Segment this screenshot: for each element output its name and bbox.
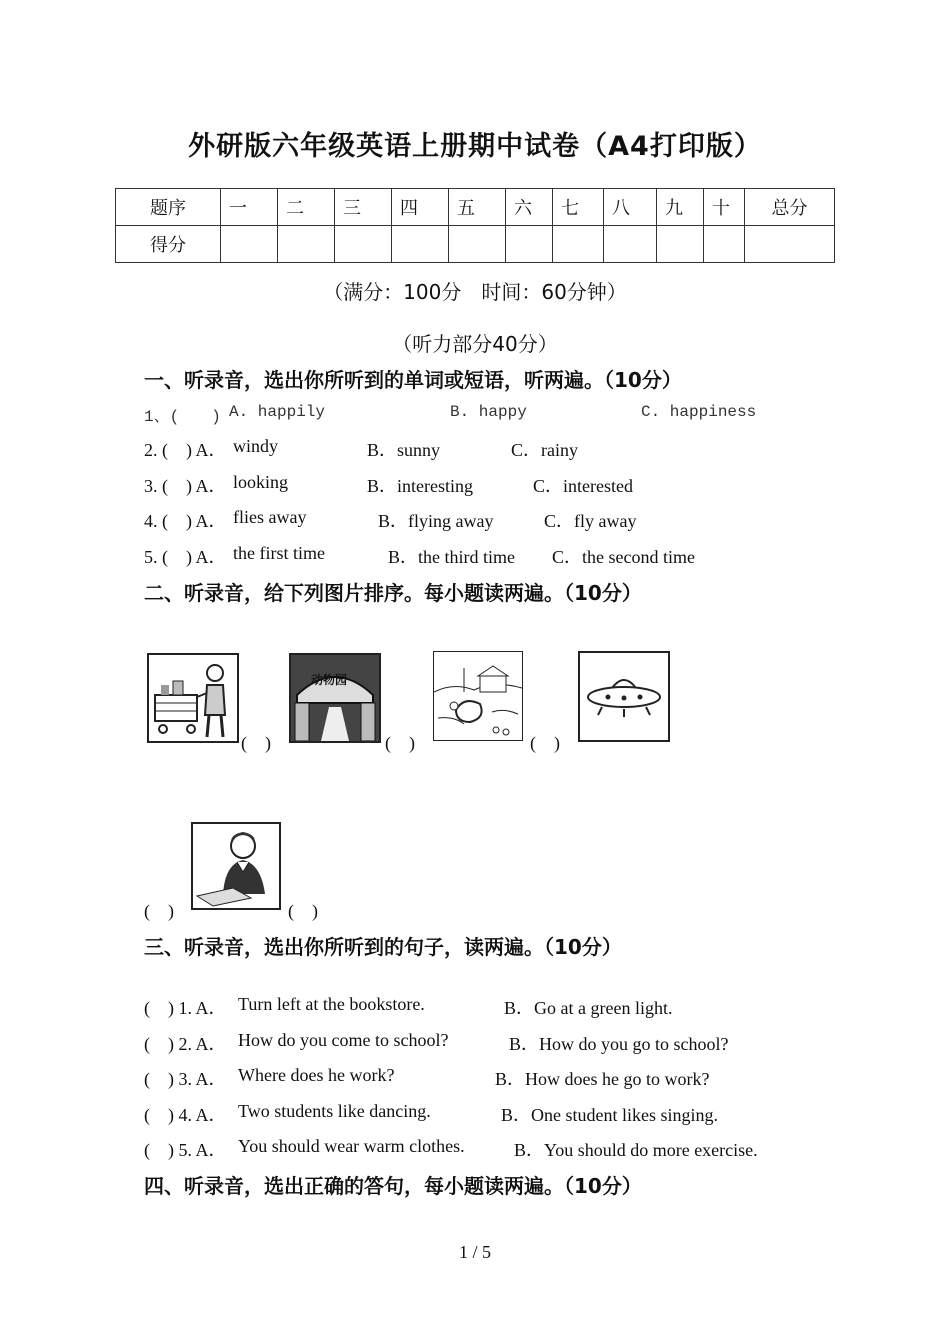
page-title: 外研版六年级英语上册期中试卷（A4打印版） bbox=[188, 131, 762, 162]
q1-option-b: B. happy bbox=[450, 403, 527, 421]
woman-reading-icon bbox=[193, 824, 279, 908]
score-table-score-row bbox=[116, 226, 835, 263]
answer-paren[interactable]: ( ) bbox=[241, 733, 271, 753]
section1-heading: 一、听录音，选出你所听到的单词或短语，听两遍。（10分） bbox=[144, 368, 682, 392]
s3-q5-option-b: B．You should do more exercise. bbox=[514, 1140, 758, 1160]
s3-q2-option-b: B．How do you go to school? bbox=[509, 1034, 729, 1054]
farm-picture bbox=[433, 651, 523, 741]
table-cell: 十 bbox=[704, 189, 745, 226]
q5-option-b: B．the third time bbox=[388, 547, 515, 567]
q2-option-b: B．sunny bbox=[367, 440, 441, 460]
s3-q1-number: ( ) 1. A． bbox=[144, 998, 227, 1018]
table-cell: 二 bbox=[278, 189, 335, 226]
s3-q4-number: ( ) 4. A． bbox=[144, 1105, 227, 1125]
page-number: 1 / 5 bbox=[458, 1242, 491, 1262]
exam-meta: （满分：100分 时间：60分钟） bbox=[323, 280, 627, 304]
s3-q2-option-a: How do you come to school? bbox=[238, 1030, 449, 1050]
s3-q5-option-a: You should wear warm clothes. bbox=[238, 1136, 465, 1156]
zoo-gate-icon bbox=[291, 655, 379, 741]
table-cell: 九 bbox=[657, 189, 704, 226]
q1-option-c: C. happiness bbox=[641, 403, 757, 421]
zoo-sign-text: 动物园 bbox=[311, 673, 348, 687]
score-input-cell[interactable] bbox=[278, 226, 335, 263]
ufo-icon bbox=[580, 653, 668, 740]
score-input-cell[interactable] bbox=[704, 226, 745, 263]
s3-q5-number: ( ) 5. A． bbox=[144, 1140, 227, 1160]
reading-woman-picture bbox=[191, 822, 281, 910]
section2-heading: 二、听录音，给下列图片排序。每小题读两遍。（10分） bbox=[144, 581, 642, 605]
score-input-cell[interactable] bbox=[553, 226, 604, 263]
s3-q2-number: ( ) 2. A． bbox=[144, 1034, 227, 1054]
s3-q3-option-a: Where does he work? bbox=[238, 1065, 395, 1085]
table-cell: 得分 bbox=[116, 226, 221, 263]
score-input-cell[interactable] bbox=[392, 226, 449, 263]
q4-option-c: C．fly away bbox=[544, 511, 637, 531]
q2-option-c: C．rainy bbox=[511, 440, 578, 460]
q4-option-b: B．flying away bbox=[378, 511, 494, 531]
table-cell: 六 bbox=[506, 189, 553, 226]
farm-icon bbox=[434, 652, 522, 740]
score-table-header-row bbox=[116, 189, 835, 226]
ufo-picture bbox=[578, 651, 670, 742]
score-input-cell[interactable] bbox=[506, 226, 553, 263]
score-input-cell[interactable] bbox=[657, 226, 704, 263]
score-input-cell[interactable] bbox=[335, 226, 392, 263]
s3-q3-number: ( ) 3. A． bbox=[144, 1069, 227, 1089]
score-input-cell[interactable] bbox=[604, 226, 657, 263]
q4-number: 4. ( ) A． bbox=[144, 511, 227, 531]
score-table bbox=[115, 188, 835, 263]
s3-q3-option-b: B．How does he go to work? bbox=[495, 1069, 710, 1089]
q5-option-c: C．the second time bbox=[552, 547, 695, 567]
answer-paren[interactable]: ( ) bbox=[288, 901, 318, 921]
score-input-cell[interactable] bbox=[449, 226, 506, 263]
s3-q1-option-a: Turn left at the bookstore. bbox=[238, 994, 425, 1014]
table-cell: 总分 bbox=[745, 189, 835, 226]
q5-number: 5. ( ) A． bbox=[144, 547, 227, 567]
q1-option-a: A. happily bbox=[229, 403, 326, 421]
section3-heading: 三、听录音，选出你所听到的句子，读两遍。（10分） bbox=[144, 935, 622, 959]
q2-option-a: windy bbox=[233, 436, 278, 456]
q4-option-a: flies away bbox=[233, 507, 307, 527]
zoo-picture bbox=[289, 653, 381, 743]
q2-number: 2. ( ) A． bbox=[144, 440, 227, 460]
table-cell: 四 bbox=[392, 189, 449, 226]
table-cell: 一 bbox=[221, 189, 278, 226]
table-cell: 三 bbox=[335, 189, 392, 226]
answer-paren[interactable]: ( ) bbox=[144, 901, 174, 921]
table-cell: 五 bbox=[449, 189, 506, 226]
q1-number: 1、( ) bbox=[144, 408, 221, 426]
q5-option-a: the first time bbox=[233, 543, 325, 563]
q3-option-a: looking bbox=[233, 472, 289, 492]
s3-q1-option-b: B．Go at a green light. bbox=[504, 998, 673, 1018]
q3-option-b: B．interesting bbox=[367, 476, 473, 496]
table-cell: 题序 bbox=[116, 189, 221, 226]
answer-paren[interactable]: ( ) bbox=[385, 733, 415, 753]
table-cell: 八 bbox=[604, 189, 657, 226]
listening-header: （听力部分40分） bbox=[392, 332, 558, 356]
s3-q4-option-a: Two students like dancing. bbox=[238, 1101, 431, 1121]
score-input-cell[interactable] bbox=[221, 226, 278, 263]
table-cell: 七 bbox=[553, 189, 604, 226]
score-input-cell[interactable] bbox=[745, 226, 835, 263]
section4-heading: 四、听录音，选出正确的答句，每小题读两遍。（10分） bbox=[144, 1174, 642, 1198]
answer-paren[interactable]: ( ) bbox=[530, 733, 560, 753]
q3-number: 3. ( ) A． bbox=[144, 476, 227, 496]
shopping-picture bbox=[147, 653, 239, 743]
s3-q4-option-b: B．One student likes singing. bbox=[501, 1105, 718, 1125]
q3-option-c: C．interested bbox=[533, 476, 633, 496]
shopping-cart-icon bbox=[149, 655, 237, 741]
